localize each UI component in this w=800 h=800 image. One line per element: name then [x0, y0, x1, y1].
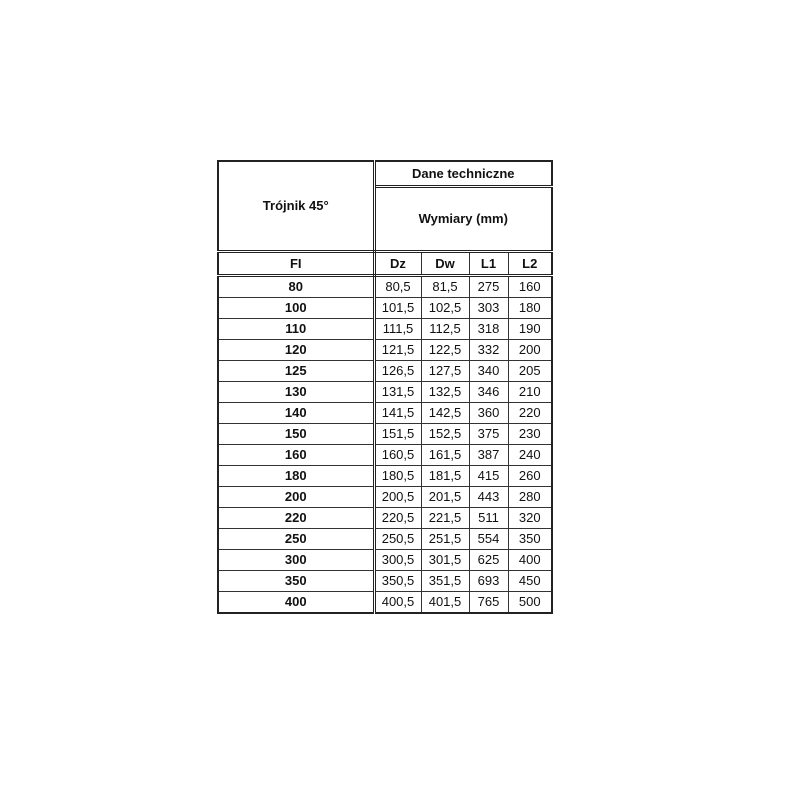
sub-header: Wymiary (mm)	[374, 187, 552, 252]
cell-l2: 240	[508, 445, 552, 466]
cell-dz: 101,5	[374, 298, 421, 319]
table-row	[218, 276, 552, 298]
table-row	[218, 319, 552, 340]
column-header-l2: L2	[508, 252, 552, 276]
cell-fi: 100	[218, 298, 374, 319]
cell-fi: 140	[218, 403, 374, 424]
cell-dw: 161,5	[421, 445, 469, 466]
cell-dz: 111,5	[374, 319, 421, 340]
cell-dz: 250,5	[374, 529, 421, 550]
cell-fi: 125	[218, 361, 374, 382]
cell-l1: 625	[469, 550, 508, 571]
table-row	[218, 529, 552, 550]
cell-fi: 160	[218, 445, 374, 466]
column-header-l1: L1	[469, 252, 508, 276]
cell-l1: 765	[469, 592, 508, 614]
cell-l1: 387	[469, 445, 508, 466]
cell-dw: 81,5	[421, 276, 469, 298]
dimensions-table	[217, 160, 553, 614]
cell-l2: 180	[508, 298, 552, 319]
cell-l1: 303	[469, 298, 508, 319]
cell-fi: 300	[218, 550, 374, 571]
cell-l2: 200	[508, 340, 552, 361]
group-header: Dane techniczne	[374, 161, 552, 187]
cell-l2: 190	[508, 319, 552, 340]
table-row	[218, 550, 552, 571]
cell-dz: 350,5	[374, 571, 421, 592]
cell-l1: 340	[469, 361, 508, 382]
cell-fi: 80	[218, 276, 374, 298]
cell-l1: 511	[469, 508, 508, 529]
table-row	[218, 508, 552, 529]
cell-fi: 350	[218, 571, 374, 592]
cell-dz: 200,5	[374, 487, 421, 508]
cell-fi: 400	[218, 592, 374, 614]
table-row	[218, 592, 552, 614]
cell-l2: 220	[508, 403, 552, 424]
cell-l1: 443	[469, 487, 508, 508]
cell-fi: 110	[218, 319, 374, 340]
table-row	[218, 403, 552, 424]
cell-fi: 220	[218, 508, 374, 529]
cell-l1: 415	[469, 466, 508, 487]
cell-l1: 554	[469, 529, 508, 550]
cell-dw: 112,5	[421, 319, 469, 340]
cell-dw: 401,5	[421, 592, 469, 614]
cell-dz: 160,5	[374, 445, 421, 466]
cell-l2: 280	[508, 487, 552, 508]
cell-l1: 693	[469, 571, 508, 592]
table-row	[218, 466, 552, 487]
table-row	[218, 424, 552, 445]
cell-l1: 360	[469, 403, 508, 424]
table-row	[218, 487, 552, 508]
cell-dz: 126,5	[374, 361, 421, 382]
cell-l2: 350	[508, 529, 552, 550]
cell-l2: 450	[508, 571, 552, 592]
cell-dz: 80,5	[374, 276, 421, 298]
cell-l1: 346	[469, 382, 508, 403]
cell-dw: 181,5	[421, 466, 469, 487]
cell-l2: 400	[508, 550, 552, 571]
cell-fi: 180	[218, 466, 374, 487]
cell-dw: 351,5	[421, 571, 469, 592]
cell-dw: 142,5	[421, 403, 469, 424]
cell-dw: 132,5	[421, 382, 469, 403]
cell-dw: 251,5	[421, 529, 469, 550]
cell-l2: 205	[508, 361, 552, 382]
table-row	[218, 382, 552, 403]
cell-dz: 151,5	[374, 424, 421, 445]
cell-dw: 127,5	[421, 361, 469, 382]
cell-l2: 500	[508, 592, 552, 614]
cell-dz: 400,5	[374, 592, 421, 614]
cell-l2: 230	[508, 424, 552, 445]
cell-dz: 121,5	[374, 340, 421, 361]
table-row	[218, 298, 552, 319]
column-header-dw: Dw	[421, 252, 469, 276]
cell-fi: 150	[218, 424, 374, 445]
cell-fi: 200	[218, 487, 374, 508]
cell-dw: 221,5	[421, 508, 469, 529]
cell-l1: 275	[469, 276, 508, 298]
column-header-fi: FI	[218, 252, 374, 276]
cell-dz: 141,5	[374, 403, 421, 424]
cell-l1: 332	[469, 340, 508, 361]
table-row	[218, 571, 552, 592]
table-title: Trójnik 45°	[218, 161, 374, 252]
cell-fi: 120	[218, 340, 374, 361]
cell-dw: 152,5	[421, 424, 469, 445]
cell-fi: 130	[218, 382, 374, 403]
cell-dz: 131,5	[374, 382, 421, 403]
cell-fi: 250	[218, 529, 374, 550]
cell-dw: 301,5	[421, 550, 469, 571]
cell-l1: 318	[469, 319, 508, 340]
table-row	[218, 361, 552, 382]
cell-l2: 320	[508, 508, 552, 529]
table-row	[218, 445, 552, 466]
cell-l2: 210	[508, 382, 552, 403]
cell-dz: 300,5	[374, 550, 421, 571]
column-header-dz: Dz	[374, 252, 421, 276]
cell-dw: 102,5	[421, 298, 469, 319]
cell-l1: 375	[469, 424, 508, 445]
cell-dz: 220,5	[374, 508, 421, 529]
cell-dw: 122,5	[421, 340, 469, 361]
table-row	[218, 340, 552, 361]
cell-l2: 160	[508, 276, 552, 298]
cell-l2: 260	[508, 466, 552, 487]
cell-dz: 180,5	[374, 466, 421, 487]
cell-dw: 201,5	[421, 487, 469, 508]
